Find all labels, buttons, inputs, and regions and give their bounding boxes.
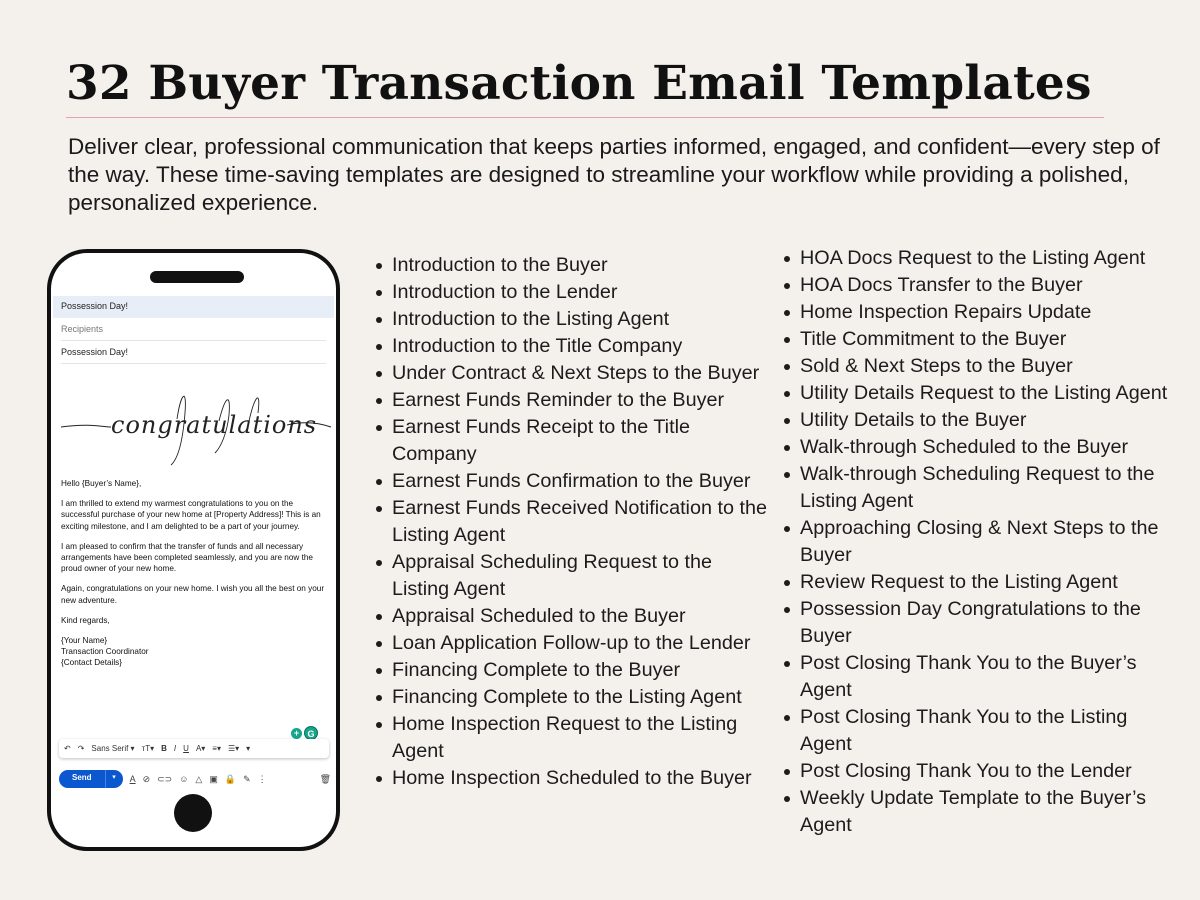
list-item: Home Inspection Request to the Listing Agent — [375, 711, 773, 765]
list-item: Introduction to the Listing Agent — [375, 306, 773, 333]
font-family-label: Sans Serif — [91, 744, 129, 753]
list-item: Approaching Closing & Next Steps to the Buyer — [783, 515, 1173, 569]
insert-link-icon[interactable]: ⊂⊃ — [157, 773, 173, 784]
list-item: Loan Application Follow-up to the Lender — [375, 630, 773, 657]
italic-icon[interactable]: I — [173, 744, 177, 753]
send-label: Send — [72, 773, 92, 782]
formatting-toolbar — [59, 739, 329, 758]
align-icon[interactable]: ≡▾ — [212, 744, 221, 753]
page-title: 32 Buyer Transaction Email Templates — [66, 56, 1092, 111]
email-paragraph: I am pleased to confirm that the transfer of funds and all necessary arrangements have been completed seamlessly, and you are now the proud owner of your new home. — [61, 541, 313, 574]
list-item: Earnest Funds Receipt to the Title Company — [375, 414, 773, 468]
list-item: Appraisal Scheduling Request to the Listing Agent — [375, 549, 773, 603]
subject-field[interactable]: Possession Day! — [61, 342, 326, 364]
template-list-right — [783, 245, 1173, 839]
list-item: Post Closing Thank You to the Listing Agent — [783, 704, 1173, 758]
list-item: Earnest Funds Reminder to the Buyer — [375, 387, 773, 414]
confidential-mode-icon[interactable]: 🔒 — [224, 773, 237, 784]
drive-icon[interactable]: △ — [195, 773, 203, 784]
text-color-icon[interactable]: A▾ — [195, 744, 206, 753]
phone-home-button — [174, 794, 212, 832]
underline-icon[interactable]: U — [183, 744, 189, 753]
attach-file-icon[interactable]: ⊘ — [142, 773, 151, 784]
bold-icon[interactable]: B — [161, 744, 167, 753]
compose-window-title: Possession Day! — [53, 296, 334, 318]
list-icon[interactable]: ☰▾ — [227, 744, 240, 753]
list-item: Title Commitment to the Buyer — [783, 326, 1173, 353]
list-item: Review Request to the Listing Agent — [783, 569, 1173, 596]
template-list-left — [375, 252, 773, 792]
list-item: Introduction to the Buyer — [375, 252, 773, 279]
list-item: Walk-through Scheduled to the Buyer — [783, 434, 1173, 461]
grammarly-plus-icon[interactable]: + — [291, 728, 302, 739]
list-item: Under Contract & Next Steps to the Buyer — [375, 360, 773, 387]
list-item: Walk-through Scheduling Request to the Listing Agent — [783, 461, 1173, 515]
congratulations-text: congratulations — [111, 411, 318, 439]
undo-icon[interactable]: ↶ — [64, 744, 71, 753]
email-signature — [61, 635, 331, 669]
list-item: Sold & Next Steps to the Buyer — [783, 353, 1173, 380]
insert-photo-icon[interactable]: ▣ — [209, 773, 218, 784]
phone-mockup — [47, 249, 340, 851]
list-item: Post Closing Thank You to the Lender — [783, 758, 1173, 785]
congratulations-script-image — [59, 383, 334, 473]
emoji-icon[interactable]: ☺ — [179, 774, 189, 784]
grammarly-logo-icon[interactable]: G — [304, 726, 318, 740]
list-item: Home Inspection Scheduled to the Buyer — [375, 765, 773, 792]
title-divider — [66, 117, 1104, 118]
signature-line: {Your Name} — [61, 636, 108, 646]
send-button[interactable] — [59, 770, 123, 788]
email-greeting: Hello {Buyer’s Name}, — [61, 479, 142, 488]
grammarly-widget[interactable] — [291, 726, 318, 740]
recipients-field[interactable]: Recipients — [61, 319, 326, 341]
redo-icon[interactable]: ↷ — [77, 744, 85, 753]
send-options-icon[interactable]: ▾ — [105, 770, 123, 788]
list-item: Possession Day Congratulations to the Buyer — [783, 596, 1173, 650]
email-paragraph: Again, congratulations on your new home. I wish you all the best on your new adventure. — [61, 584, 325, 605]
font-family-select[interactable] — [91, 744, 134, 753]
list-item: Earnest Funds Received Notification to the Listing Agent — [375, 495, 773, 549]
list-item: Appraisal Scheduled to the Buyer — [375, 603, 773, 630]
list-item: Financing Complete to the Buyer — [375, 657, 773, 684]
list-item: Introduction to the Lender — [375, 279, 773, 306]
signature-line: {Contact Details} — [61, 658, 122, 668]
list-item: Financing Complete to the Listing Agent — [375, 684, 773, 711]
compose-actions-row — [59, 769, 331, 789]
list-item: Utility Details Request to the Listing Agent — [783, 380, 1173, 407]
signature-line: Transaction Coordinator — [61, 647, 149, 657]
email-body[interactable] — [61, 478, 331, 669]
email-paragraph: I am thrilled to extend my warmest congratulations to you on the successful purchase of your new home at [Property Address]! This is an exciting milestone, and I am delighted to be a part of your journey. — [61, 499, 321, 531]
formatting-options-icon[interactable]: A — [129, 774, 136, 784]
list-item: Post Closing Thank You to the Buyer’s Agent — [783, 650, 1173, 704]
list-item: Weekly Update Template to the Buyer’s Agent — [783, 785, 1173, 839]
phone-speaker — [150, 271, 244, 283]
phone-screen — [51, 253, 336, 847]
more-formatting-icon[interactable]: ▾ — [246, 744, 251, 753]
intro-paragraph: Deliver clear, professional communication that keeps parties informed, engaged, and confident—every step of the way. These time-saving templates are designed to streamline your workflow while providing a polished, personalized experience. — [68, 134, 1160, 215]
list-item: Earnest Funds Confirmation to the Buyer — [375, 468, 773, 495]
list-item: HOA Docs Request to the Listing Agent — [783, 245, 1173, 272]
email-closing: Kind regards, — [61, 615, 110, 625]
list-item: Utility Details to the Buyer — [783, 407, 1173, 434]
signature-icon[interactable]: ✎ — [243, 773, 251, 784]
text-size-icon[interactable]: тT▾ — [141, 744, 155, 753]
more-options-icon[interactable]: ⋮ — [257, 773, 267, 784]
list-item: Introduction to the Title Company — [375, 333, 773, 360]
list-item: Home Inspection Repairs Update — [783, 299, 1173, 326]
list-item: HOA Docs Transfer to the Buyer — [783, 272, 1173, 299]
trash-icon[interactable]: 🗑 — [319, 773, 331, 784]
chevron-down-icon: ▾ — [130, 744, 135, 753]
